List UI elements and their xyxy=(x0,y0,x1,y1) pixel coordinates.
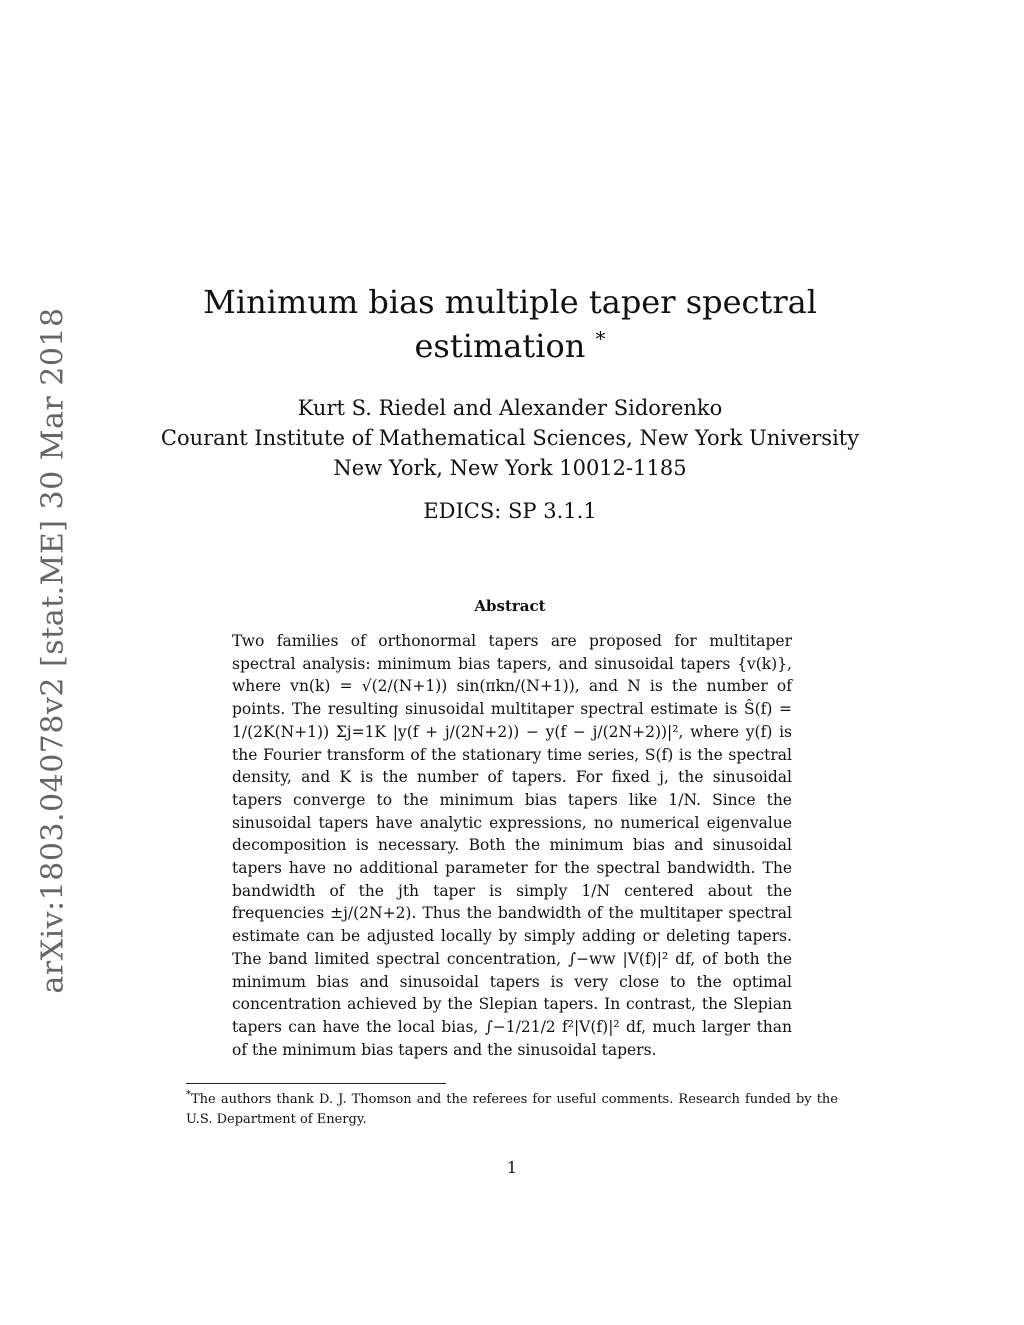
title-line-1: Minimum bias multiple taper spectral xyxy=(203,283,817,321)
abstract-body: Two families of orthonormal tapers are proposed for multitaper spectral analysis: minimum bias tapers, and sinusoidal tapers {v(k)}, where vn(k) = √(2/(N+1)) sin(πkn/(N+1)), and N is the number of points. The resulting sinusoidal multitaper spectral estimate is Ŝ(f) = 1/(2K(N+1)) Σj=1K |y(f + j/(2N+2)) − y(f − j/(2N+2))|², where y(f) is the Fourier transform of the stationary time series, S(f) is the spectral density, and K is the number of tapers. For fixed j, the sinusoidal tapers converge to the minimum bias tapers like 1/N. Since the sinusoidal tapers have analytic expressions, no numerical eigenvalue decomposition is necessary. Both the minimum bias and sinusoidal tapers have no additional parameter for the spectral bandwidth. The bandwidth of the jth taper is simply 1/N centered about the frequencies ±j/(2N+2). Thus the bandwidth of the multitaper spectral estimate can be adjusted locally by simply adding or deleting tapers. The band limited spectral concentration, ∫−ww |V(f)|² df, of both the minimum bias and sinusoidal tapers is very close to the optimal concentration achieved by the Slepian tapers. In contrast, the Slepian tapers can have the local bias, ∫−1/21/2 f²|V(f)|² df, much larger than of the minimum bias tapers and the sinusoidal tapers. xyxy=(232,632,792,1059)
title-line-2 xyxy=(180,324,840,368)
author-names: Kurt S. Riedel and Alexander Sidorenko xyxy=(297,396,723,420)
footnote-marker: * xyxy=(186,1089,191,1101)
title-line-2-text: estimation xyxy=(414,327,586,365)
author-address: New York, New York 10012-1185 xyxy=(333,456,687,480)
footnote-divider xyxy=(186,1083,446,1084)
edics-code: EDICS: SP 3.1.1 xyxy=(423,499,597,523)
author-block xyxy=(160,393,860,483)
author-affiliation: Courant Institute of Mathematical Sciences, New York University xyxy=(160,426,860,450)
title-footnote-marker: * xyxy=(595,326,606,351)
abstract-heading: Abstract xyxy=(474,597,546,615)
arxiv-identifier-text: arXiv:1803.04078v2 [stat.ME] 30 Mar 2018 xyxy=(35,306,71,994)
arxiv-identifier-stamp xyxy=(28,306,78,994)
paper-title xyxy=(180,280,840,368)
footnote xyxy=(186,1090,838,1130)
footnote-text: The authors thank D. J. Thomson and the referees for useful comments. Research funded by the U.S. Department of Energy. xyxy=(186,1092,838,1127)
page-number: 1 xyxy=(506,1158,518,1177)
